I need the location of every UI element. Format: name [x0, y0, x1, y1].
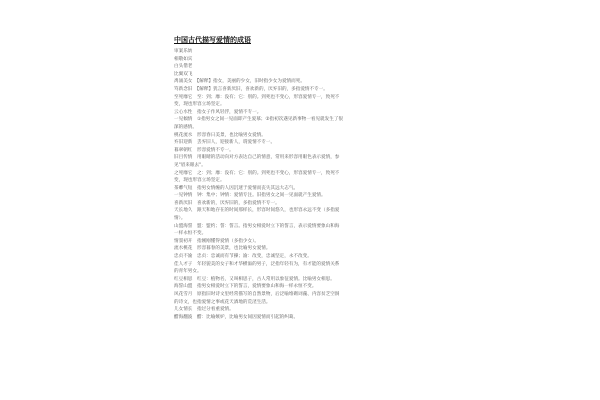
document-line: 深的感情。 — [174, 124, 197, 130]
document-line: 桃花流水 形容春日美景，也比喻男女爱情。 — [174, 132, 266, 138]
document-line: 变，现也形容立场坚定。 — [174, 178, 225, 184]
document-line: 一见倾情 ①指男女之间一见面即产生爱慕；②指初次遇见新事物一看见就发生了很 — [174, 117, 344, 123]
document-line: 暮翠朝红 形容爱情不专一。 — [174, 147, 234, 153]
document-line: 变，现也形容立场坚定。 — [174, 102, 225, 108]
document-line: 山盟海誓 盟：盟约；誓：誓言。指男女相爱时立下的誓言，表示爱情要象山和海 — [174, 223, 340, 229]
document-line: 之死靡它 之：到；靡：没有；它：别的。到死也不变心，形容爱情专一，致死不 — [174, 170, 340, 176]
document-line: 审案乐妨 — [174, 49, 193, 54]
document-line: 白头偕老 — [174, 64, 193, 70]
document-line: 比翼双飞 — [174, 71, 193, 77]
document-line: 情）。 — [174, 216, 186, 222]
document-line: 笃新念旧 【解释】犹言喜新厌旧，喜欢新的，厌弃旧的，多指爱情不专一。 — [174, 86, 328, 92]
document-line: 忠贞不渝 忠贞：忠诚而有节操；渝：改变，忠诚坚定，永不改变。 — [174, 254, 312, 260]
document-line: 醋海翻波 醋：比喻嫉妒，比喻男女间因爱情而引起的纠葛。 — [174, 314, 299, 320]
document-line: 一见钟情 钟：集中；钟情：爱情专注。旧指男女之间一见面就产生爱情。 — [174, 193, 326, 199]
document-line: 见"眉来眼去"。 — [174, 162, 206, 168]
document-line: 流水桃花 形容暮春的美景，也比喻男女爱情。 — [174, 246, 271, 252]
document-line: 至死靡它 至：到；靡：没有；它：别的。到死也不变心，形容爱情专一，致死不 — [174, 94, 340, 100]
document-line: 的青年男女。 — [174, 269, 202, 275]
document-line: 天长地久 跟天和地存在的时间那样长，形容时间悠久，也形容永远不变（多指爱 — [174, 208, 340, 214]
document-line: 禹涌美女 【解释】指女，美丽的少女，旧时指少女为爱情而死。 — [174, 79, 305, 85]
document-line: 佳人才子 年轻貌美的女子和才华横溢的男子，泛指年轻有为，有才能的爱情关系 — [174, 261, 340, 267]
document-line: 相敬如宾 — [174, 56, 193, 62]
document-line: 的诗文，也指爱情之事或花天酒地的荒淫生活。 — [174, 299, 271, 305]
document-line: 茶蘼气短 指男女情缠的人因沉迷于爱情而丧失其远大志气。 — [174, 185, 299, 191]
document-line: 弃旧迎新 丢弃旧人，迎接新人，谓爱情不专一。 — [174, 140, 276, 146]
document-line: 儿女情长 指过分看重爱情。 — [174, 307, 234, 313]
document-line: 风花雪月 原指旧时诗文里经常描写的自然景物，后泛喻堆砌词藻、内容贫乏空洞 — [174, 292, 340, 297]
document-line: 云心水性 指女子作风轻浮，爱情不专一。 — [174, 109, 262, 115]
document-line: 红豆相思 红豆：植物名，又叫相思子，古人常用以象征爱情。比喻男女相思。 — [174, 276, 335, 282]
document-line: 海誓山盟 指男女相爱时立下的誓言，爱情要象山和海一样永恒不变。 — [174, 284, 317, 290]
document — [174, 36, 430, 321]
document-line: 喜新厌旧 喜欢新的，厌弃旧的，多指爱情不专一。 — [174, 200, 280, 206]
document-title: 中国古代描写爱情的成语 — [174, 36, 251, 44]
document-line: 情窦初开 指刚刚懂得爱情（多指少女）。 — [174, 238, 259, 244]
document-line: 旧目传情 用眼睛的活动向对方表达自己的情意，常用来形容用眼色表示爱情，参 — [174, 155, 340, 161]
document-body — [174, 48, 430, 321]
document-line: 一样永恒不变。 — [174, 231, 207, 237]
